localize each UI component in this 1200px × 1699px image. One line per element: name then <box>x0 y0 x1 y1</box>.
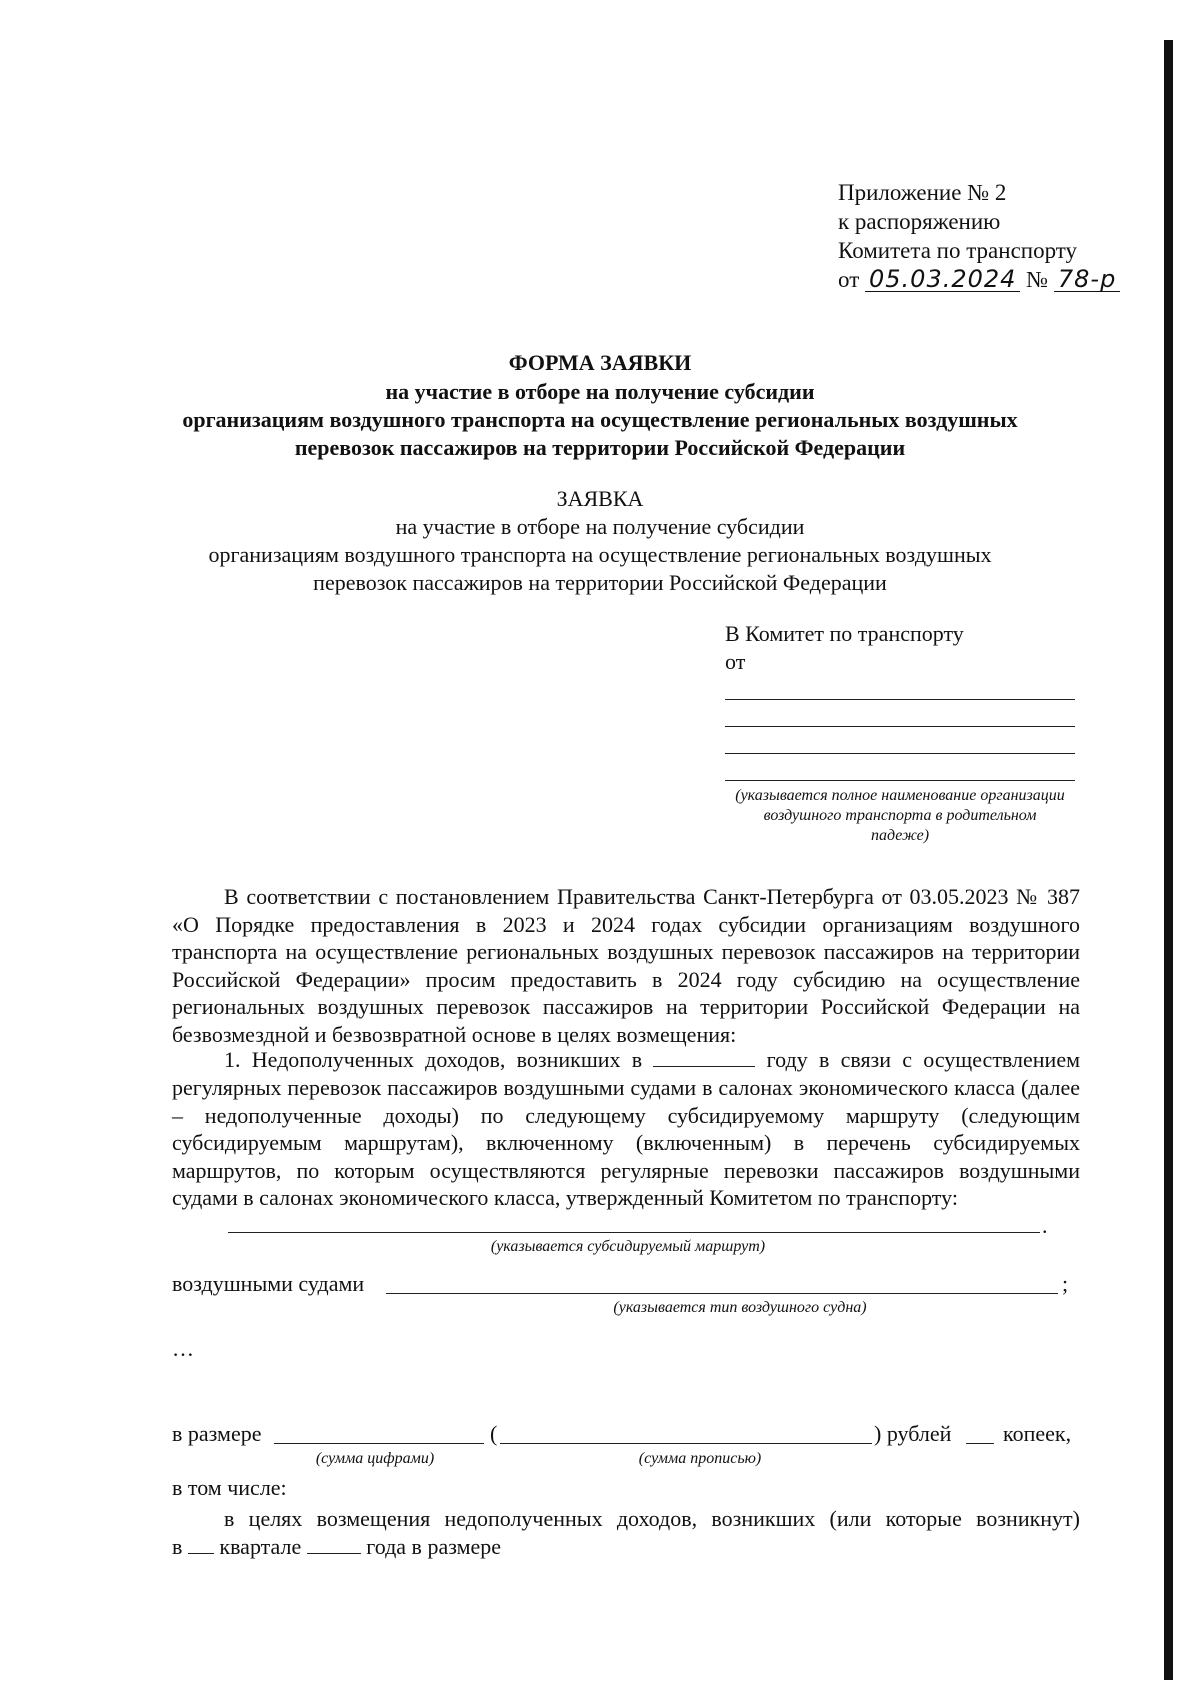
sender-name-line-3[interactable] <box>725 753 1075 754</box>
sender-name-line-1[interactable] <box>725 699 1075 700</box>
appendix-line-3: Комитета по транспорту <box>838 238 1078 263</box>
amount-digits-line[interactable] <box>274 1443 484 1444</box>
amount-open-paren: ( <box>490 1421 498 1446</box>
quarter-line <box>172 1533 501 1561</box>
form-title-line-3: перевозок пассажиров на территории Российской Федерации <box>294 435 906 460</box>
sender-name-line-2[interactable] <box>725 726 1075 727</box>
item-1-after-blank: году в связи с осуществлением <box>766 1047 1081 1072</box>
handwritten-number: 78-р <box>1054 267 1120 292</box>
application-title-line-3: перевозок пассажиров на территории Российской Федерации <box>313 570 887 595</box>
form-title-line-1: на участие в отборе на получение субсидии <box>385 379 815 404</box>
sender-name-note: (указывается полное наименование организации воздушного транспорта в родительном падеже) <box>735 787 1065 844</box>
item-1-first-line <box>224 1046 1080 1074</box>
amount-label: в размере <box>172 1421 262 1446</box>
addressee-block <box>725 620 1075 676</box>
quarter-prefix: в <box>172 1534 183 1559</box>
kopecks-line[interactable] <box>966 1443 994 1444</box>
route-line[interactable] <box>228 1232 1040 1233</box>
amount-words-line[interactable] <box>500 1443 872 1444</box>
handwritten-date: 05.03.2024 <box>865 267 1020 292</box>
year-blank[interactable] <box>653 1048 755 1067</box>
kopecks-label: копеек, <box>1003 1421 1072 1446</box>
route-note: (указывается субсидируемый маршрут) <box>490 1238 766 1255</box>
ellipsis: … <box>172 1336 194 1361</box>
number-prefix: № <box>1026 267 1049 292</box>
body-paragraph-1: В соответствии с постановлением Правительства Санкт-Петербурга от 03.05.2023 № 387 «О Порядке предоставления в 2023 и 2024 годах субсидии организациям воздушного транспорта на осуществление региональных воздушных перевозок пассажиров на территории Российской Федерации» просим предоставить в 2024 году субсидию на осуществление региональных воздушных перевозок пассажиров на территории Российской Федерации на безвозмездной и безвозвратной основе в целях возмещения: <box>172 884 1080 1047</box>
route-end: . <box>1042 1213 1048 1238</box>
sender-name-line-4[interactable] <box>725 780 1075 781</box>
aircraft-type-line[interactable] <box>386 1293 1058 1294</box>
item-1-start: 1. Недополученных доходов, возникших в <box>224 1047 643 1072</box>
including-label: в том числе: <box>172 1475 287 1500</box>
amount-words-note: (сумма прописью) <box>638 1450 762 1467</box>
application-title-line-1: на участие в отборе на получение субсидии <box>395 514 805 539</box>
purpose-line <box>224 1505 1080 1533</box>
form-title-line-2: организациям воздушного транспорта на осуществление региональных воздушных <box>182 407 1018 432</box>
quarter-blank[interactable] <box>188 1535 214 1554</box>
aircraft-label: воздушными судами <box>172 1271 365 1296</box>
item-1-rest: регулярных перевозок пассажиров воздушными судами в салонах экономического класса (далее – недополученные доходы) по следующему субсидируемому маршруту (следующим субсидируемым маршрутам), включенному (включенным) в перечень субсидируемых маршрутов, по которым осуществляются регулярные перевозки пассажиров воздушными судами в салонах экономического класса, утвержденный Комитетом по транспорту: <box>172 1075 1080 1210</box>
amount-close: ) рублей <box>874 1421 952 1446</box>
purpose-text: в целях возмещения недополученных доходов, возникших (или которые возникнут) <box>224 1506 1080 1531</box>
aircraft-end: ; <box>1062 1271 1069 1296</box>
form-title: ФОРМА ЗАЯВКИ <box>508 350 692 375</box>
application-title-line-2: организациям воздушного транспорта на осуществление региональных воздушных <box>208 542 992 567</box>
addressee-from: от <box>725 649 746 674</box>
appendix-date-line <box>838 265 1168 294</box>
amount-digits-note: (сумма цифрами) <box>315 1450 435 1467</box>
appendix-line-1: Приложение № 2 <box>838 180 1007 205</box>
addressee-to: В Комитет по транспорту <box>725 621 964 646</box>
application-title: ЗАЯВКА <box>556 486 644 511</box>
date-prefix: от <box>838 267 860 292</box>
year-2-blank[interactable] <box>307 1535 361 1554</box>
year-suffix: года в размере <box>366 1534 502 1559</box>
appendix-header <box>838 178 1168 294</box>
appendix-line-2: к распоряжению <box>838 209 1001 234</box>
aircraft-note: (указывается тип воздушного судна) <box>613 1299 867 1316</box>
quarter-word: квартале <box>219 1534 302 1559</box>
